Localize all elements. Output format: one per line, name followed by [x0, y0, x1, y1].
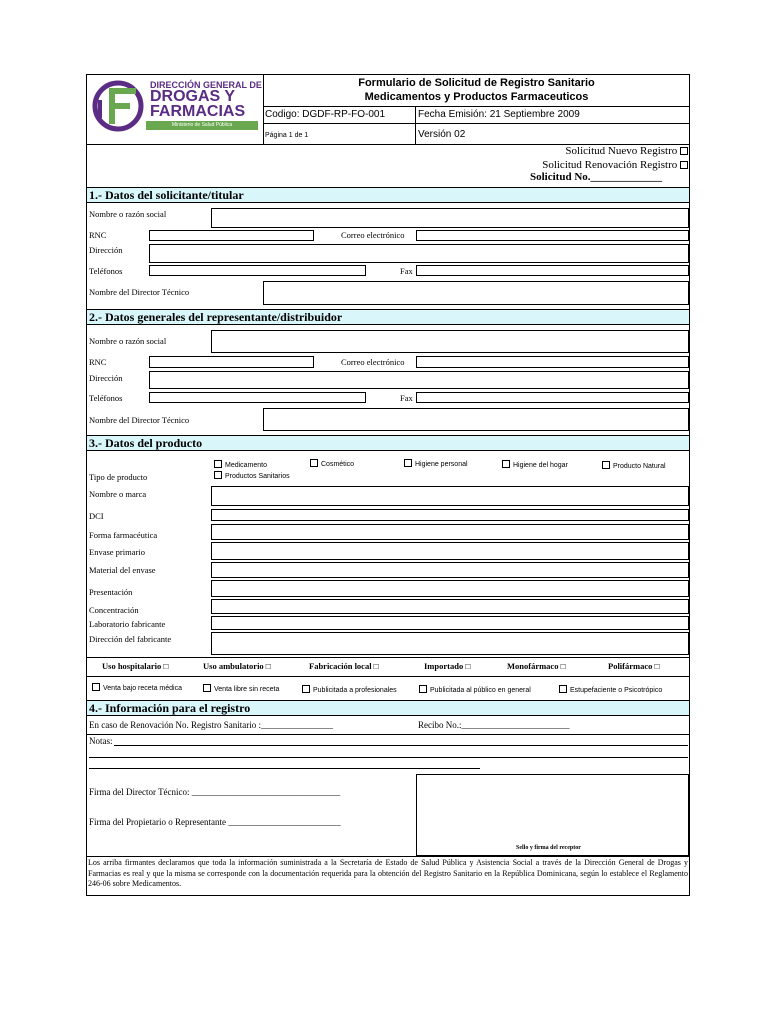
- s1-direccion-label: Dirección: [89, 245, 123, 255]
- s2-direccion-field[interactable]: [149, 371, 689, 389]
- s2-rnc-label: RNC: [89, 357, 107, 367]
- s2-fax-label: Fax: [400, 393, 413, 403]
- s1-director-label: Nombre del Director Técnico: [89, 287, 190, 297]
- version: Versión 02: [418, 129, 466, 140]
- s2-director-label: Nombre del Director Técnico: [89, 415, 190, 425]
- cat-fabricacion-local[interactable]: Fabricación local □: [309, 661, 379, 671]
- type-higiene-hogar[interactable]: [502, 460, 568, 469]
- declaration-text: Los arriba firmantes declaramos que toda la información suministrada a la Secretaría de Estado de Salud Pública y Asistencia Social a través de la Dirección General de Drogas y Farmacias es real y que la misma se corresponde con la documentación requerida para la obtención del Registro Sanitario en la República Dominicana, según lo establece el Reglamento 246-06 sobre Medicamentos.: [88, 858, 688, 888]
- s4-recibo[interactable]: Recibo No.:________________________: [418, 720, 570, 730]
- type-medicamento-checkbox[interactable]: [214, 460, 222, 468]
- type-producto-natural-label: Producto Natural: [613, 463, 666, 470]
- sale-receta[interactable]: [92, 683, 182, 692]
- sale-publico-label: Publicitada al público en general: [430, 687, 531, 694]
- s3-presentacion-field[interactable]: [211, 580, 689, 597]
- type-cosmetico-label: Cosmético: [321, 461, 355, 468]
- df-logo-icon: [90, 78, 150, 134]
- s1-fax-field[interactable]: [416, 265, 689, 276]
- sale-profesionales-label: Publicitada a profesionales: [313, 687, 397, 694]
- s3-forma-field[interactable]: [211, 524, 689, 540]
- s2-telefonos-field[interactable]: [149, 392, 366, 403]
- cat-uso-ambulatorio[interactable]: Uso ambulatorio □: [203, 661, 271, 671]
- sale-estupefaciente-checkbox[interactable]: [559, 685, 567, 693]
- s3-direccion-fab-label: Dirección del fabricante: [89, 634, 172, 644]
- title-line1: Formulario de Solicitud de Registro Sanitario: [358, 77, 595, 89]
- type-productos-sanitarios-label: Productos Sanitarios: [225, 473, 290, 480]
- title-line2: Medicamentos y Productos Farmaceuticos: [364, 91, 589, 103]
- request-new-label: Solicitud Nuevo Registro: [565, 145, 678, 157]
- s3-nombre-marca-label: Nombre o marca: [89, 489, 147, 499]
- firma-director[interactable]: Firma del Director Técnico: _________________________________: [89, 787, 341, 797]
- section1-header: 1.- Datos del solicitante/titular: [87, 187, 689, 203]
- codigo: Codigo: DGDF-RP-FO-001: [265, 109, 386, 120]
- type-cosmetico[interactable]: [310, 459, 354, 468]
- org-line2: DROGAS Y: [150, 88, 236, 105]
- sale-libre-label: Venta libre sin receta: [214, 686, 280, 693]
- s2-nombre-field[interactable]: [211, 330, 689, 353]
- s3-direccion-fab-field[interactable]: [211, 632, 689, 655]
- request-renewal-checkbox[interactable]: [680, 161, 688, 169]
- sale-profesionales-checkbox[interactable]: [302, 685, 310, 693]
- s1-rnc-field[interactable]: [149, 230, 314, 241]
- org-line3: FARMACIAS: [150, 103, 246, 120]
- s2-director-field[interactable]: [263, 408, 689, 431]
- type-higiene-personal-checkbox[interactable]: [404, 459, 412, 467]
- sale-receta-checkbox[interactable]: [92, 683, 100, 691]
- notes-line-3[interactable]: [89, 768, 480, 769]
- s3-presentacion-label: Presentación: [89, 587, 133, 597]
- s1-telefonos-label: Teléfonos: [89, 266, 123, 276]
- type-medicamento-label: Medicamento: [225, 462, 268, 469]
- s3-laboratorio-field[interactable]: [211, 616, 689, 630]
- firma-propietario[interactable]: Firma del Propietario o Representante _________________________: [89, 817, 341, 827]
- s1-correo-field[interactable]: [416, 230, 689, 241]
- notes-line-2[interactable]: [89, 757, 688, 758]
- request-renewal-label: Solicitud Renovación Registro: [542, 159, 678, 171]
- s3-envase-field[interactable]: [211, 542, 689, 560]
- request-new[interactable]: [565, 145, 688, 157]
- sale-libre[interactable]: [203, 684, 279, 693]
- type-higiene-hogar-label: Higiene del hogar: [513, 462, 568, 469]
- request-renewal[interactable]: [542, 159, 688, 171]
- s3-material-field[interactable]: [211, 562, 689, 578]
- s3-nombre-marca-field[interactable]: [211, 486, 689, 506]
- s1-director-field[interactable]: [263, 281, 689, 305]
- s3-material-label: Material del envase: [89, 565, 156, 575]
- s1-fax-label: Fax: [400, 266, 413, 276]
- s2-telefonos-label: Teléfonos: [89, 393, 123, 403]
- pagina: Página 1 de 1: [265, 132, 309, 139]
- s3-dci-label: DCI: [89, 511, 104, 521]
- org-line1: DIRECCIÓN GENERAL DE: [150, 80, 262, 90]
- sale-estupefaciente-label: Estupefaciente o Psicotrópico: [570, 687, 663, 694]
- section3-header: 3.- Datos del producto: [87, 435, 689, 451]
- receptor-stamp-label: Sello y firma del receptor: [516, 845, 581, 851]
- sale-estupefaciente[interactable]: [559, 685, 662, 694]
- s4-notas-label: Notas:: [89, 736, 113, 746]
- cat-monofarmaco[interactable]: Monofármaco □: [507, 661, 566, 671]
- cat-uso-hospitalario[interactable]: Uso hospitalario □: [102, 661, 169, 671]
- s1-telefonos-field[interactable]: [149, 265, 366, 276]
- request-number[interactable]: Solicitud No._____________: [530, 171, 663, 183]
- ministry-bar: Ministerio de Salud Pública: [146, 121, 258, 130]
- type-producto-natural-checkbox[interactable]: [602, 461, 610, 469]
- sale-publico[interactable]: [419, 685, 531, 694]
- s3-concentracion-field[interactable]: [211, 599, 689, 614]
- type-higiene-personal-label: Higiene personal: [415, 461, 468, 468]
- s1-rnc-label: RNC: [89, 230, 107, 240]
- s4-renovacion[interactable]: En caso de Renovación No. Registro Sanitario :________________: [89, 720, 333, 730]
- section2-header: 2.- Datos generales del representante/distribuidor: [87, 309, 689, 325]
- notes-line-1[interactable]: [114, 745, 688, 746]
- s3-tipo-label: Tipo de producto: [89, 472, 148, 482]
- receptor-stamp-box[interactable]: [416, 774, 689, 856]
- s2-nombre-label: Nombre o razón social: [89, 336, 167, 346]
- s2-correo-label: Correo electrónico: [341, 357, 405, 367]
- sale-receta-label: Venta bajo receta médica: [103, 685, 182, 692]
- s2-direccion-label: Dirección: [89, 373, 123, 383]
- type-medicamento[interactable]: [214, 460, 267, 469]
- sale-profesionales[interactable]: [302, 685, 397, 694]
- s3-dci-field[interactable]: [211, 509, 689, 521]
- type-cosmetico-checkbox[interactable]: [310, 459, 318, 467]
- s3-laboratorio-label: Laboratorio fabricante: [89, 619, 166, 629]
- s1-direccion-field[interactable]: [149, 244, 689, 263]
- fecha-emision: Fecha Emisión: 21 Septiembre 2009: [418, 109, 580, 120]
- form-title: [263, 76, 690, 104]
- s3-envase-label: Envase primario: [89, 547, 145, 557]
- request-new-checkbox[interactable]: [680, 147, 688, 155]
- sale-libre-checkbox[interactable]: [203, 684, 211, 692]
- s2-fax-field[interactable]: [416, 392, 689, 403]
- type-productos-sanitarios-checkbox[interactable]: [214, 471, 222, 479]
- logo: [90, 78, 262, 134]
- type-producto-natural[interactable]: [602, 461, 666, 470]
- cat-polifarmaco[interactable]: Polifármaco □: [608, 661, 660, 671]
- section4-header: 4.- Información para el registro: [87, 700, 689, 716]
- sale-publico-checkbox[interactable]: [419, 685, 427, 693]
- s1-nombre-label: Nombre o razón social: [89, 209, 167, 219]
- type-higiene-hogar-checkbox[interactable]: [502, 460, 510, 468]
- s2-correo-field[interactable]: [416, 356, 689, 368]
- s1-correo-label: Correo electrónico: [341, 230, 405, 240]
- s3-forma-label: Forma farmacéutica: [89, 530, 158, 540]
- cat-importado[interactable]: Importado □: [424, 661, 471, 671]
- type-productos-sanitarios[interactable]: [214, 471, 290, 480]
- s2-rnc-field[interactable]: [149, 356, 314, 368]
- type-higiene-personal[interactable]: [404, 459, 468, 468]
- s1-nombre-field[interactable]: [211, 208, 689, 228]
- s3-concentracion-label: Concentración: [89, 605, 139, 615]
